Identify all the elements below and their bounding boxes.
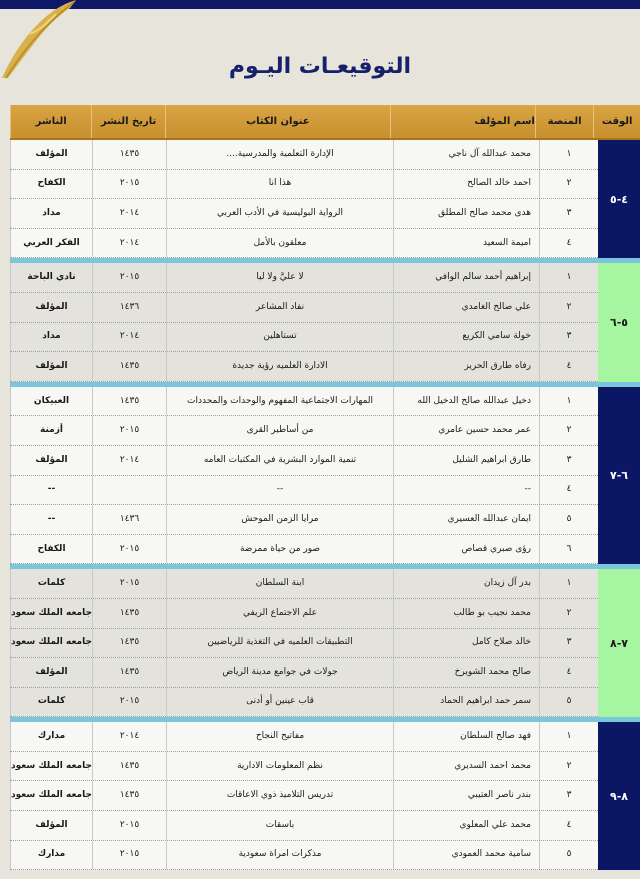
header-time: الوقت <box>593 105 640 138</box>
platform-cell: ٤ <box>539 811 598 840</box>
publisher-cell: المؤلف <box>10 811 92 840</box>
publisher-cell: المؤلف <box>10 140 92 169</box>
publisher-cell: الكفاح <box>10 535 92 564</box>
table-row <box>10 535 598 565</box>
platform-cell: ٢ <box>539 599 598 628</box>
header-publisher: الناشر <box>10 105 91 138</box>
table-row <box>10 658 598 688</box>
author-cell: رؤى صبري قصاص <box>393 535 539 564</box>
publish-date-cell: ٢٠١٥ <box>92 535 166 564</box>
publisher-cell: العبيكان <box>10 387 92 416</box>
book-title-cell: الادارة العلميه رؤية جديدة <box>166 352 393 381</box>
table-row <box>10 323 598 353</box>
author-cell: محمد نجيب بو طالب <box>393 599 539 628</box>
table-row <box>10 781 598 811</box>
header-date: تاريخ النشر <box>91 105 164 138</box>
book-title-cell: جولات في جوامع مدينة الرياض <box>166 658 393 687</box>
publish-date-cell: ٢٠١٥ <box>92 263 166 292</box>
table-row <box>10 629 598 659</box>
author-cell: محمد علي المعلوي <box>393 811 539 840</box>
table-row <box>10 416 598 446</box>
book-title-cell: ابنة السلطان <box>166 569 393 598</box>
publish-date-cell: ٢٠١٥ <box>92 416 166 445</box>
platform-cell: ٥ <box>539 841 598 870</box>
platform-cell: ٢ <box>539 170 598 199</box>
publish-date-cell: ٢٠١٥ <box>92 569 166 598</box>
author-cell: عمر محمد حسين عامري <box>393 416 539 445</box>
author-cell: رفاه طارق الحريز <box>393 352 539 381</box>
time-group <box>10 722 640 870</box>
publish-date-cell: ٢٠١٥ <box>92 170 166 199</box>
platform-cell: ٥ <box>539 505 598 534</box>
top-bar <box>0 0 640 9</box>
table-row <box>10 752 598 782</box>
time-group <box>10 569 640 717</box>
table-row <box>10 229 598 259</box>
book-title-cell: -- <box>166 476 393 505</box>
platform-cell: ٤ <box>539 229 598 258</box>
table-row <box>10 688 598 718</box>
table-row <box>10 476 598 506</box>
publish-date-cell: ١٤٣٦ <box>92 293 166 322</box>
table-row <box>10 263 598 293</box>
book-title-cell: من أساطير القرى <box>166 416 393 445</box>
author-cell: احمد خالد الصالح <box>393 170 539 199</box>
publish-date-cell: ٢٠١٤ <box>92 199 166 228</box>
author-cell: دخيل عبدالله صالح الدخيل الله <box>393 387 539 416</box>
author-cell: صالح محمد الشويرخ <box>393 658 539 687</box>
table-header <box>10 105 640 140</box>
author-cell: محمد احمد السديري <box>393 752 539 781</box>
table-row <box>10 293 598 323</box>
platform-cell: ٤ <box>539 658 598 687</box>
publisher-cell: جامعه الملك سعود <box>10 629 92 658</box>
table-row <box>10 446 598 476</box>
table-row <box>10 569 598 599</box>
publish-date-cell: ٢٠١٤ <box>92 722 166 751</box>
book-title-cell: قاب عينين أو أدنى <box>166 688 393 717</box>
publisher-cell: مداد <box>10 199 92 228</box>
platform-cell: ١ <box>539 140 598 169</box>
book-title-cell: معلقون بالأمل <box>166 229 393 258</box>
time-slot: ٦-٧ <box>598 387 640 565</box>
platform-cell: ١ <box>539 569 598 598</box>
book-title-cell: نظم المعلومات الادارية <box>166 752 393 781</box>
book-title-cell: تنمية الموارد البشرية في المكتبات العامه <box>166 446 393 475</box>
header-author: اسم المؤلف <box>390 105 535 138</box>
publisher-cell: كلمات <box>10 688 92 717</box>
platform-cell: ٤ <box>539 352 598 381</box>
time-group <box>10 140 640 258</box>
book-title-cell: مذكرات امراة سعودية <box>166 841 393 870</box>
platform-cell: ١ <box>539 722 598 751</box>
publish-date-cell: ١٤٣٦ <box>92 505 166 534</box>
table-body <box>10 140 640 870</box>
table-row <box>10 140 598 170</box>
publisher-cell: -- <box>10 476 92 505</box>
time-slot: ٥-٦ <box>598 263 640 381</box>
author-cell: سمر حمد ابراهيم الحماد <box>393 688 539 717</box>
publish-date-cell: ٢٠١٤ <box>92 229 166 258</box>
table-row <box>10 170 598 200</box>
publisher-cell: الفكر العربي <box>10 229 92 258</box>
publish-date-cell: ٢٠١٥ <box>92 811 166 840</box>
platform-cell: ٢ <box>539 752 598 781</box>
header-title: عنوان الكتاب <box>165 105 390 138</box>
platform-cell: ٢ <box>539 416 598 445</box>
book-title-cell: علم الاجتماع الريفي <box>166 599 393 628</box>
table-row <box>10 199 598 229</box>
platform-cell: ١ <box>539 387 598 416</box>
author-cell: طارق ابراهيم الشليل <box>393 446 539 475</box>
signings-table <box>10 105 640 870</box>
publisher-cell: مدارك <box>10 722 92 751</box>
publish-date-cell: ١٤٣٥ <box>92 352 166 381</box>
time-group <box>10 263 640 381</box>
author-cell: ايمان عبدالله العسيري <box>393 505 539 534</box>
author-cell: فهد صالح السلطان <box>393 722 539 751</box>
platform-cell: ٤ <box>539 476 598 505</box>
author-cell: اميمة السعيد <box>393 229 539 258</box>
time-group <box>10 387 640 565</box>
author-cell: إبراهيم أحمد سالم الوافي <box>393 263 539 292</box>
publisher-cell: نادي الباحة <box>10 263 92 292</box>
table-row <box>10 505 598 535</box>
page-title: التوقيعـات اليـوم <box>228 54 412 79</box>
publish-date-cell <box>92 476 166 505</box>
platform-cell: ٢ <box>539 293 598 322</box>
author-cell: بندر ناصر العتيبي <box>393 781 539 810</box>
table-row <box>10 722 598 752</box>
author-cell: خولة سامي الكريع <box>393 323 539 352</box>
author-cell: سامية محمد العمودي <box>393 841 539 870</box>
publish-date-cell: ١٤٣٥ <box>92 658 166 687</box>
publisher-cell: المؤلف <box>10 293 92 322</box>
header-platform: المنصة <box>535 105 594 138</box>
publisher-cell: جامعه الملك سعود <box>10 781 92 810</box>
book-title-cell: مفاتيح النجاح <box>166 722 393 751</box>
publish-date-cell: ١٤٣٥ <box>92 781 166 810</box>
book-title-cell: هذا انا <box>166 170 393 199</box>
book-title-cell: تدريس التلاميذ ذوي الاعاقات <box>166 781 393 810</box>
book-title-cell: مرايا الزمن الموحش <box>166 505 393 534</box>
publisher-cell: -- <box>10 505 92 534</box>
table-row <box>10 352 598 382</box>
publisher-cell: المؤلف <box>10 352 92 381</box>
table-row <box>10 811 598 841</box>
book-title-cell: الإدارة التعلمية والمدرسية.... <box>166 140 393 169</box>
time-slot: ٧-٨ <box>598 569 640 717</box>
publish-date-cell: ٢٠١٥ <box>92 841 166 870</box>
publish-date-cell: ١٤٣٥ <box>92 629 166 658</box>
platform-cell: ٣ <box>539 781 598 810</box>
publish-date-cell: ٢٠١٤ <box>92 446 166 475</box>
publish-date-cell: ٢٠١٤ <box>92 323 166 352</box>
book-title-cell: صور من حياة ممرضة <box>166 535 393 564</box>
platform-cell: ٣ <box>539 323 598 352</box>
publisher-cell: المؤلف <box>10 446 92 475</box>
table-row <box>10 599 598 629</box>
table-row <box>10 387 598 417</box>
publisher-cell: مداد <box>10 323 92 352</box>
time-slot: ٨-٩ <box>598 722 640 870</box>
author-cell: محمد عبدالله آل ناجي <box>393 140 539 169</box>
author-cell: بدر آل زيدان <box>393 569 539 598</box>
table-row <box>10 841 598 871</box>
platform-cell: ٣ <box>539 629 598 658</box>
book-title-cell: الرواية البوليسية في الأدب العربي <box>166 199 393 228</box>
platform-cell: ٦ <box>539 535 598 564</box>
platform-cell: ١ <box>539 263 598 292</box>
publisher-cell: الكفاح <box>10 170 92 199</box>
time-slot: ٤-٥ <box>598 140 640 258</box>
publisher-cell: كلمات <box>10 569 92 598</box>
book-title-cell: المهارات الاجتماعية المفهوم والوحدات والمحددات <box>166 387 393 416</box>
publisher-cell: المؤلف <box>10 658 92 687</box>
publisher-cell: أزمنة <box>10 416 92 445</box>
book-title-cell: التطبيقات العلميه في التغذية للرياضيين <box>166 629 393 658</box>
book-title-cell: تستاهلين <box>166 323 393 352</box>
publish-date-cell: ١٤٣٥ <box>92 387 166 416</box>
publisher-cell: جامعه الملك سعود <box>10 599 92 628</box>
platform-cell: ٣ <box>539 446 598 475</box>
publisher-cell: مدارك <box>10 841 92 870</box>
publish-date-cell: ١٤٣٥ <box>92 140 166 169</box>
book-title-cell: نفاد المشاعر <box>166 293 393 322</box>
publish-date-cell: ١٤٣٥ <box>92 752 166 781</box>
platform-cell: ٣ <box>539 199 598 228</box>
book-title-cell: باسقات <box>166 811 393 840</box>
author-cell: -- <box>393 476 539 505</box>
publish-date-cell: ١٤٣٥ <box>92 599 166 628</box>
publisher-cell: جامعه الملك سعود <box>10 752 92 781</box>
author-cell: علي صالح الغامدي <box>393 293 539 322</box>
platform-cell: ٥ <box>539 688 598 717</box>
book-title-cell: لا عليَّ ولا ليا <box>166 263 393 292</box>
publish-date-cell: ٢٠١٥ <box>92 688 166 717</box>
author-cell: هدى محمد صالح المطلق <box>393 199 539 228</box>
author-cell: خالد صلاح كامل <box>393 629 539 658</box>
